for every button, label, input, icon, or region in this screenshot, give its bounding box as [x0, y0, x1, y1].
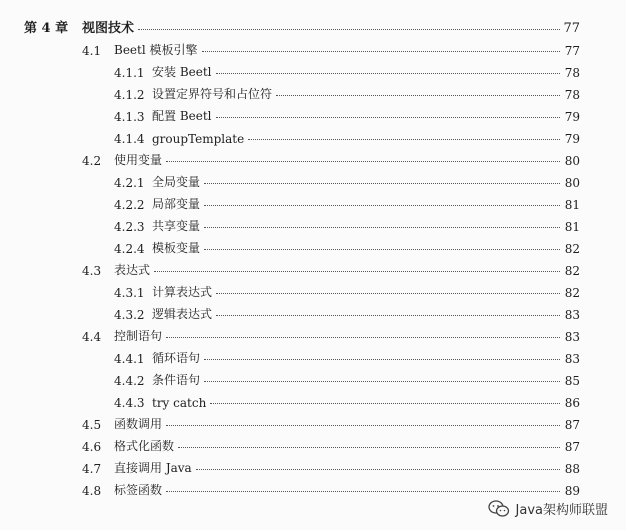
entry-number: 4.5	[82, 418, 102, 432]
entry-page: 88	[564, 462, 580, 476]
toc-subsection-row[interactable]	[0, 366, 626, 388]
entry-number: 4.2	[82, 154, 102, 168]
entry-title: 使用变量	[114, 153, 163, 167]
toc-section-row[interactable]	[0, 410, 626, 432]
watermark	[488, 499, 608, 518]
entry-title: 设置定界符号和占位符	[152, 87, 273, 101]
leader-dots	[204, 248, 560, 250]
entry-page: 83	[564, 330, 580, 344]
toc-section-row[interactable]	[0, 476, 626, 498]
leader-dots	[204, 380, 560, 382]
entry-number: 4.1.3	[114, 110, 145, 124]
leader-dots	[248, 138, 560, 140]
entry-page: 83	[564, 308, 580, 322]
entry-number: 4.4.2	[114, 374, 145, 388]
entry-page: 79	[564, 110, 580, 124]
entry-title: 循环语句	[152, 351, 201, 365]
toc-section-row[interactable]	[0, 256, 626, 278]
entry-title: Beetl 模板引擎	[114, 43, 198, 57]
entry-number: 4.3	[82, 264, 102, 278]
entry-page: 80	[564, 154, 580, 168]
entry-page: 85	[564, 374, 580, 388]
entry-title: 计算表达式	[152, 285, 213, 299]
entry-title: 条件语句	[152, 373, 201, 387]
entry-title: 控制语句	[114, 329, 163, 343]
entry-number: 4.2.2	[114, 198, 145, 212]
entry-title: 表达式	[114, 263, 151, 277]
entry-number: 4.2.4	[114, 242, 145, 256]
leader-dots	[196, 468, 560, 470]
entry-title: 共享变量	[152, 219, 201, 233]
entry-number: 4.1.2	[114, 88, 145, 102]
entry-page: 78	[564, 66, 580, 80]
toc-section-row[interactable]	[0, 454, 626, 476]
entry-page: 81	[564, 198, 580, 212]
chapter-page: 77	[563, 21, 580, 36]
leader-dots	[166, 424, 560, 426]
leader-dots	[216, 72, 560, 74]
entry-number: 4.4	[82, 330, 102, 344]
chapter-number: 第 4 章	[24, 21, 69, 36]
entry-page: 79	[564, 132, 580, 146]
toc-subsection-row[interactable]	[0, 300, 626, 322]
entry-title: 直接调用 Java	[114, 461, 192, 475]
leader-dots	[154, 270, 560, 272]
toc-subsection-row[interactable]	[0, 80, 626, 102]
toc-section-row[interactable]	[0, 36, 626, 58]
leader-dots	[204, 358, 560, 360]
toc-subsection-row[interactable]	[0, 102, 626, 124]
entry-page: 81	[564, 220, 580, 234]
entry-page: 87	[564, 418, 580, 432]
entry-number: 4.4.1	[114, 352, 145, 366]
toc-subsection-row[interactable]	[0, 234, 626, 256]
entry-page: 78	[564, 88, 580, 102]
leader-dots	[210, 402, 560, 404]
toc-subsection-row[interactable]	[0, 168, 626, 190]
entry-title: 安装 Beetl	[152, 65, 212, 79]
leader-dots	[216, 314, 560, 316]
leader-dots	[166, 336, 560, 338]
entry-number: 4.2.1	[114, 176, 145, 190]
toc-subsection-row[interactable]	[0, 388, 626, 410]
entry-number: 4.1	[82, 44, 102, 58]
entry-number: 4.7	[82, 462, 102, 476]
leader-dots	[204, 226, 560, 228]
toc-section-row[interactable]	[0, 432, 626, 454]
entry-page: 83	[564, 352, 580, 366]
toc-subsection-row[interactable]	[0, 58, 626, 80]
entry-page: 86	[564, 396, 580, 410]
toc-section-row[interactable]	[0, 322, 626, 344]
wechat-icon	[488, 500, 510, 518]
chapter-title: 视图技术	[82, 21, 135, 36]
entry-page: 87	[564, 440, 580, 454]
toc-subsection-row[interactable]	[0, 124, 626, 146]
toc-subsection-row[interactable]	[0, 278, 626, 300]
leader-dots	[178, 446, 560, 448]
entry-title: 格式化函数	[114, 439, 175, 453]
entry-page: 77	[564, 44, 580, 58]
leader-dots	[216, 292, 560, 294]
entry-number: 4.1.4	[114, 132, 145, 146]
entry-number: 4.3.1	[114, 286, 145, 300]
entry-page: 82	[564, 264, 580, 278]
entry-title: 标签函数	[114, 483, 163, 497]
entry-title: 逻辑表达式	[152, 307, 213, 321]
entry-title: 模板变量	[152, 241, 201, 255]
toc-section-row[interactable]	[0, 146, 626, 168]
entry-page: 80	[564, 176, 580, 190]
toc-subsection-row[interactable]	[0, 212, 626, 234]
leader-dots	[204, 182, 560, 184]
entry-number: 4.4.3	[114, 396, 145, 410]
leader-dots	[216, 116, 560, 118]
leader-dots	[276, 94, 560, 96]
entry-number: 4.2.3	[114, 220, 145, 234]
entry-title: 全局变量	[152, 175, 201, 189]
entry-number: 4.6	[82, 440, 102, 454]
entry-title: try catch	[152, 396, 207, 410]
leader-dots	[166, 160, 560, 162]
entry-title: 函数调用	[114, 417, 163, 431]
leader-dots	[204, 204, 560, 206]
leader-dots	[202, 50, 560, 52]
leader-dots	[138, 28, 560, 30]
entry-page: 82	[564, 242, 580, 256]
entry-title: groupTemplate	[152, 132, 245, 146]
entry-title: 配置 Beetl	[152, 109, 212, 123]
toc-chapter-row[interactable]	[0, 14, 626, 36]
entry-number: 4.3.2	[114, 308, 145, 322]
entry-page: 82	[564, 286, 580, 300]
toc-subsection-row[interactable]	[0, 190, 626, 212]
watermark-text: Java架构师联盟	[515, 503, 608, 518]
entry-title: 局部变量	[152, 197, 201, 211]
entry-number: 4.8	[82, 484, 102, 498]
leader-dots	[166, 490, 560, 492]
entry-page: 89	[564, 484, 580, 498]
toc-subsection-row[interactable]	[0, 344, 626, 366]
entry-number: 4.1.1	[114, 66, 145, 80]
